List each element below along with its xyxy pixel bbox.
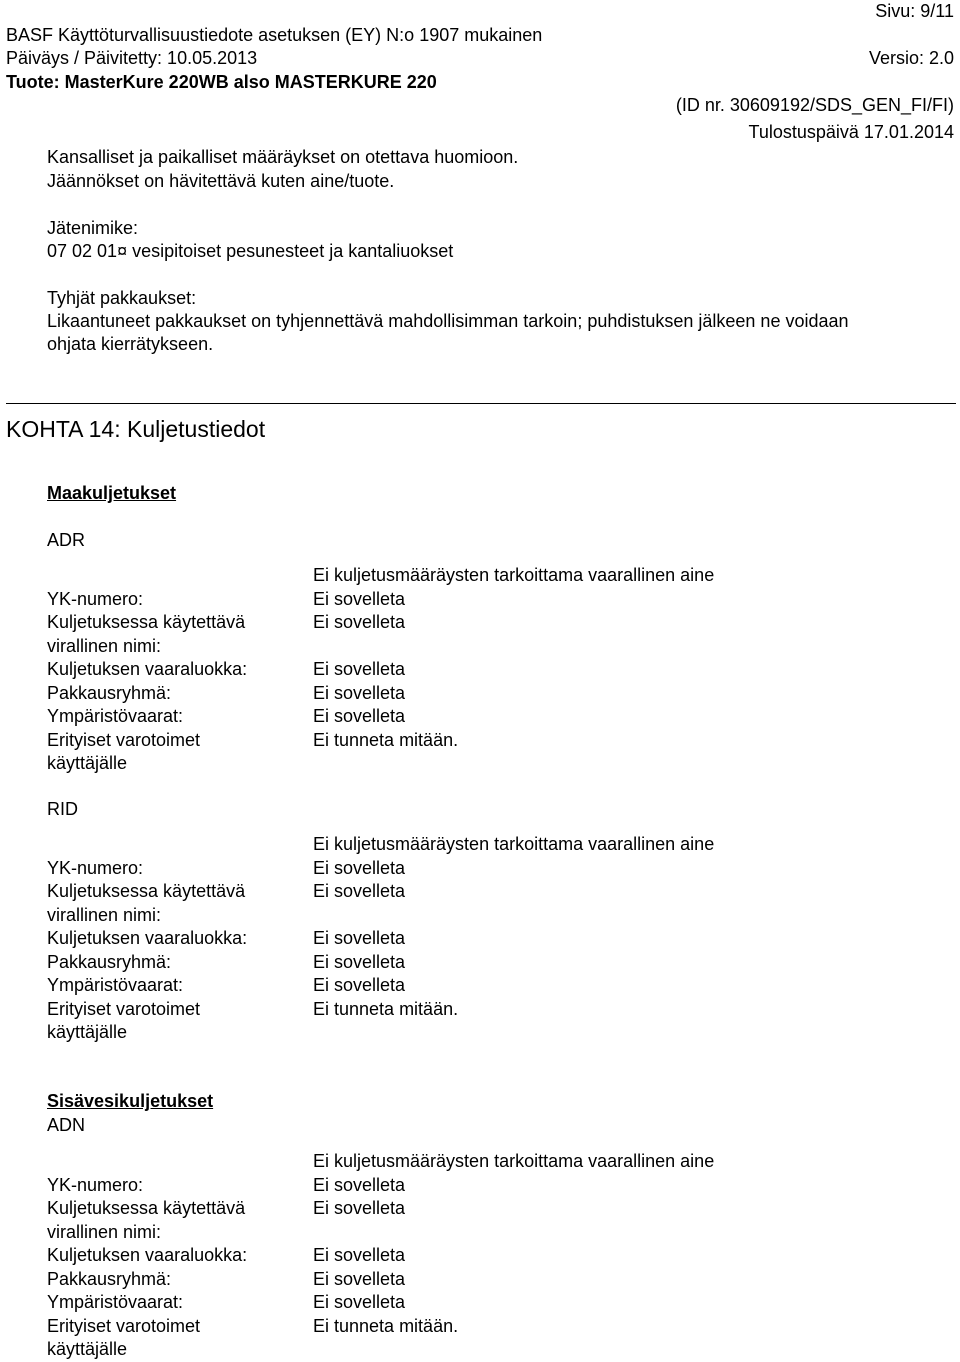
adn-block [47, 1150, 947, 1362]
adr-class-label: Kuljetuksen vaaraluokka: [47, 659, 248, 679]
adr-group-value: Ei sovelleta [313, 682, 406, 703]
land-transport-heading: Maakuljetukset [47, 483, 177, 503]
adn-env-label: Ympäristövaarat: [47, 1292, 184, 1312]
rid-special-label: Erityiset varotoimet [47, 998, 201, 1019]
adn-name-label-2: virallinen nimi: [47, 1221, 162, 1242]
rid-name-label-2: virallinen nimi: [47, 904, 162, 925]
adr-un-label: YK-numero: [47, 588, 144, 609]
version: Versio: 2.0 [868, 48, 954, 68]
rid-class-label: Kuljetuksen vaaraluokka: [47, 928, 248, 948]
empty-packaging-label: Tyhjät pakkaukset: [47, 288, 197, 308]
adr-name-label: Kuljetuksessa käytettävä [47, 612, 246, 632]
residue-note: Jäännökset on hävitettävä kuten aine/tuote. [47, 171, 395, 191]
rid-block [47, 833, 947, 1045]
rid-classification: Ei kuljetusmääräysten tarkoittama vaarallinen aine [313, 834, 715, 854]
adr-name-value: Ei sovelleta [313, 612, 406, 632]
empty-packaging-text-2: ohjata kierrätykseen. [47, 334, 214, 354]
adn-classification: Ei kuljetusmääräysten tarkoittama vaarallinen aine [313, 1151, 715, 1171]
inland-transport-heading: Sisävesikuljetukset [47, 1091, 214, 1111]
adr-heading: ADR [47, 530, 86, 550]
rid-special-label-2: käyttäjälle [47, 1022, 128, 1042]
rid-env-label: Ympäristövaarat: [47, 975, 184, 995]
adn-name-value: Ei sovelleta [313, 1198, 406, 1218]
rid-group-value: Ei sovelleta [313, 951, 406, 972]
rid-name-value: Ei sovelleta [313, 881, 406, 901]
rid-un-label: YK-numero: [47, 857, 144, 878]
waste-value: 07 02 01¤ vesipitoiset pesunesteet ja kantaliuokset [47, 241, 454, 261]
revision-date: Päiväys / Päivitetty: 10.05.2013 [6, 48, 258, 68]
adr-special-label: Erityiset varotoimet [47, 729, 201, 750]
adn-un-label: YK-numero: [47, 1174, 144, 1195]
adr-un-value: Ei sovelleta [313, 588, 406, 609]
adr-name-label-2: virallinen nimi: [47, 635, 162, 656]
rid-env-value: Ei sovelleta [313, 975, 406, 995]
adr-env-value: Ei sovelleta [313, 706, 406, 726]
adr-env-label: Ympäristövaarat: [47, 706, 184, 726]
adr-class-value: Ei sovelleta [313, 659, 406, 679]
adn-group-value: Ei sovelleta [313, 1268, 406, 1289]
document-id: (ID nr. 30609192/SDS_GEN_FI/FI) [675, 95, 954, 115]
adn-class-label: Kuljetuksen vaaraluokka: [47, 1245, 248, 1265]
adr-special-label-2: käyttäjälle [47, 753, 128, 773]
adr-group-label: Pakkausryhmä: [47, 682, 172, 703]
rid-heading: RID [47, 799, 78, 819]
empty-packaging-text: Likaantuneet pakkaukset on tyhjennettävä mahdollisimman tarkoin; puhdistuksen jälkeen ne voidaan [47, 311, 849, 331]
rid-class-value: Ei sovelleta [313, 928, 406, 948]
section-divider [6, 403, 956, 404]
adn-special-label-2: käyttäjälle [47, 1339, 128, 1359]
rid-special-value: Ei tunneta mitään. [313, 998, 459, 1019]
rid-name-label: Kuljetuksessa käytettävä [47, 881, 246, 901]
adn-special-label: Erityiset varotoimet [47, 1315, 201, 1336]
adn-heading: ADN [47, 1115, 86, 1135]
document-title: BASF Käyttöturvallisuustiedote asetuksen (EY) N:o 1907 mukainen [6, 25, 543, 45]
adn-special-value: Ei tunneta mitään. [313, 1315, 459, 1336]
adn-un-value: Ei sovelleta [313, 1174, 406, 1195]
adn-class-value: Ei sovelleta [313, 1245, 406, 1265]
rid-group-label: Pakkausryhmä: [47, 951, 172, 972]
product-name: Tuote: MasterKure 220WB also MASTERKURE 220 [6, 72, 437, 92]
adr-block [47, 564, 947, 776]
adn-env-value: Ei sovelleta [313, 1292, 406, 1312]
adr-classification: Ei kuljetusmääräysten tarkoittama vaarallinen aine [313, 565, 715, 585]
print-date: Tulostuspäivä 17.01.2014 [748, 122, 954, 142]
adn-name-label: Kuljetuksessa käytettävä [47, 1198, 246, 1218]
adn-group-label: Pakkausryhmä: [47, 1268, 172, 1289]
regulations-note: Kansalliset ja paikalliset määräykset on otettava huomioon. [47, 147, 519, 167]
page-number: Sivu: 9/11 [875, 1, 954, 21]
section-title: KOHTA 14: Kuljetustiedot [6, 416, 266, 442]
rid-un-value: Ei sovelleta [313, 857, 406, 878]
waste-label: Jätenimike: [47, 218, 139, 238]
adr-special-value: Ei tunneta mitään. [313, 729, 459, 750]
